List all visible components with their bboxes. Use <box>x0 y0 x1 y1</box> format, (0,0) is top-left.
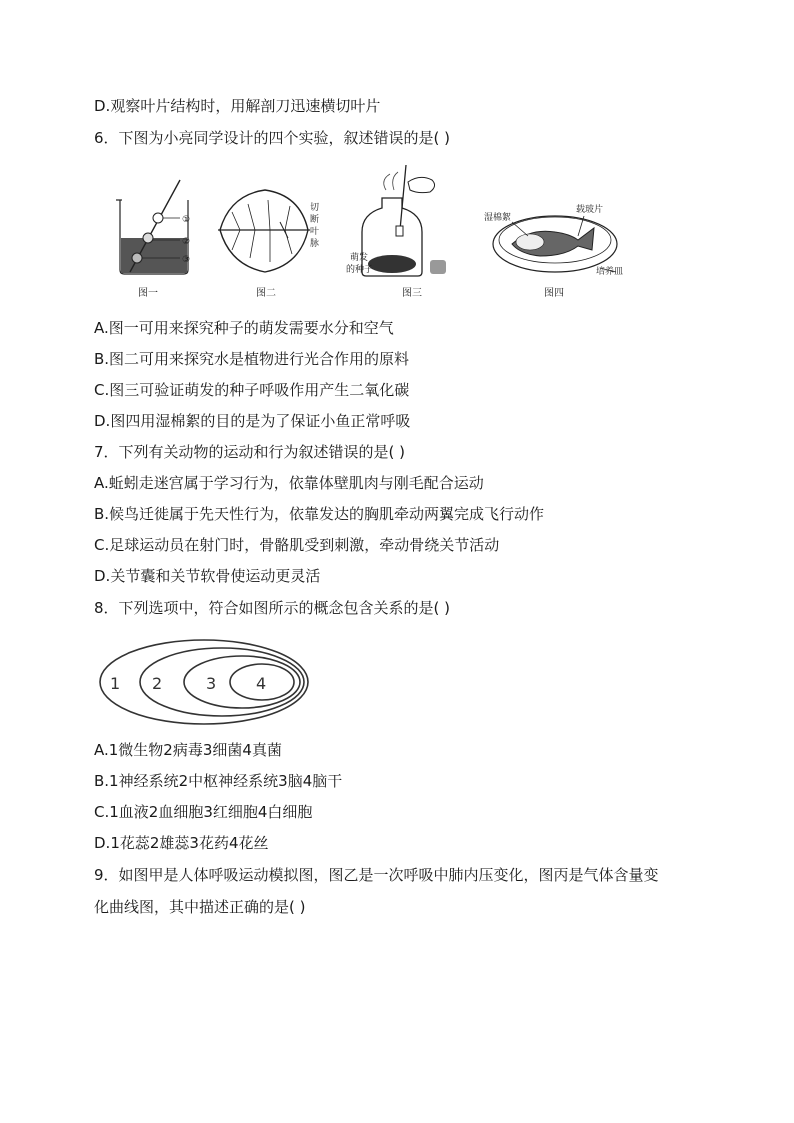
q8-option-c: C.1血液2血细胞3红细胞4白细胞 <box>94 803 313 821</box>
q6-option-b: B.图二可用来探究水是植物进行光合作用的原料 <box>94 350 410 368</box>
q7-option-b: B.候鸟迁徙属于先天性行为，依靠发达的胸肌牵动两翼完成飞行动作 <box>94 505 545 523</box>
q6-stem: 6．下图为小亮同学设计的四个实验，叙述错误的是( ) <box>94 129 451 147</box>
concept-number-2: 2 <box>152 674 163 693</box>
fig2-label-1: 切 <box>310 203 320 213</box>
fig4-label-cotton: 湿棉絮 <box>484 213 512 223</box>
fig4-label-dish: 培养皿 <box>596 267 624 277</box>
concept-number-1: 1 <box>110 674 121 693</box>
fig3-caption: 图三 <box>402 288 422 299</box>
fig1-marker-3: ③ <box>182 255 191 265</box>
q9-stem-line-2: 化曲线图，其中描述正确的是( ) <box>94 898 306 916</box>
q7-stem: 7．下列有关动物的运动和行为叙述错误的是( ) <box>94 443 406 461</box>
fig1-beaker <box>116 180 190 299</box>
fig1-marker-1: ① <box>182 215 191 225</box>
concept-number-3: 3 <box>206 674 217 693</box>
q6-option-c: C.图三可验证萌发的种子呼吸作用产生二氧化碳 <box>94 381 410 399</box>
fig4-label-slide: 载玻片 <box>576 205 604 215</box>
fig2-caption: 图二 <box>256 288 276 299</box>
fig3-jar <box>346 165 446 299</box>
fig4-dish <box>484 203 623 299</box>
fig3-label-2: 的种子 <box>346 265 374 275</box>
q8-stem: 8．下列选项中，符合如图所示的概念包含关系的是( ) <box>94 599 451 617</box>
q8-option-a: A.1微生物2病毒3细菌4真菌 <box>94 741 282 759</box>
q6-figure <box>100 160 640 305</box>
q5-option-d: D.观察叶片结构时，用解剖刀迅速横切叶片 <box>94 97 381 115</box>
q8-concept-diagram <box>96 630 316 730</box>
fig2-label-3: 叶 <box>310 227 320 237</box>
concept-number-4: 4 <box>256 674 267 693</box>
q6-option-d: D.图四用湿棉絮的目的是为了保证小鱼正常呼吸 <box>94 412 411 430</box>
q9-stem-line-1: 9．如图甲是人体呼吸运动模拟图，图乙是一次呼吸中肺内压变化，图丙是气体含量变 <box>94 866 659 884</box>
fig1-caption: 图一 <box>138 288 158 299</box>
q8-option-b: B.1神经系统2中枢神经系统3脑4脑干 <box>94 772 343 790</box>
q8-option-d: D.1花蕊2雄蕊3花药4花丝 <box>94 834 269 852</box>
fig4-caption: 图四 <box>544 288 564 299</box>
fig2-label-2: 断 <box>310 215 320 225</box>
fig3-label-1: 萌发 <box>350 253 369 263</box>
q7-option-c: C.足球运动员在射门时，骨骼肌受到刺激，牵动骨绕关节活动 <box>94 536 500 554</box>
q7-option-a: A.蚯蚓走迷宫属于学习行为，依靠体壁肌肉与刚毛配合运动 <box>94 474 484 492</box>
fig1-marker-2: ② <box>182 237 191 247</box>
q7-option-d: D.关节囊和关节软骨使运动更灵活 <box>94 567 321 585</box>
q6-option-a: A.图一可用来探究种子的萌发需要水分和空气 <box>94 319 394 337</box>
fig2-label-4: 脉 <box>310 239 320 249</box>
fig2-leaf <box>218 190 319 299</box>
